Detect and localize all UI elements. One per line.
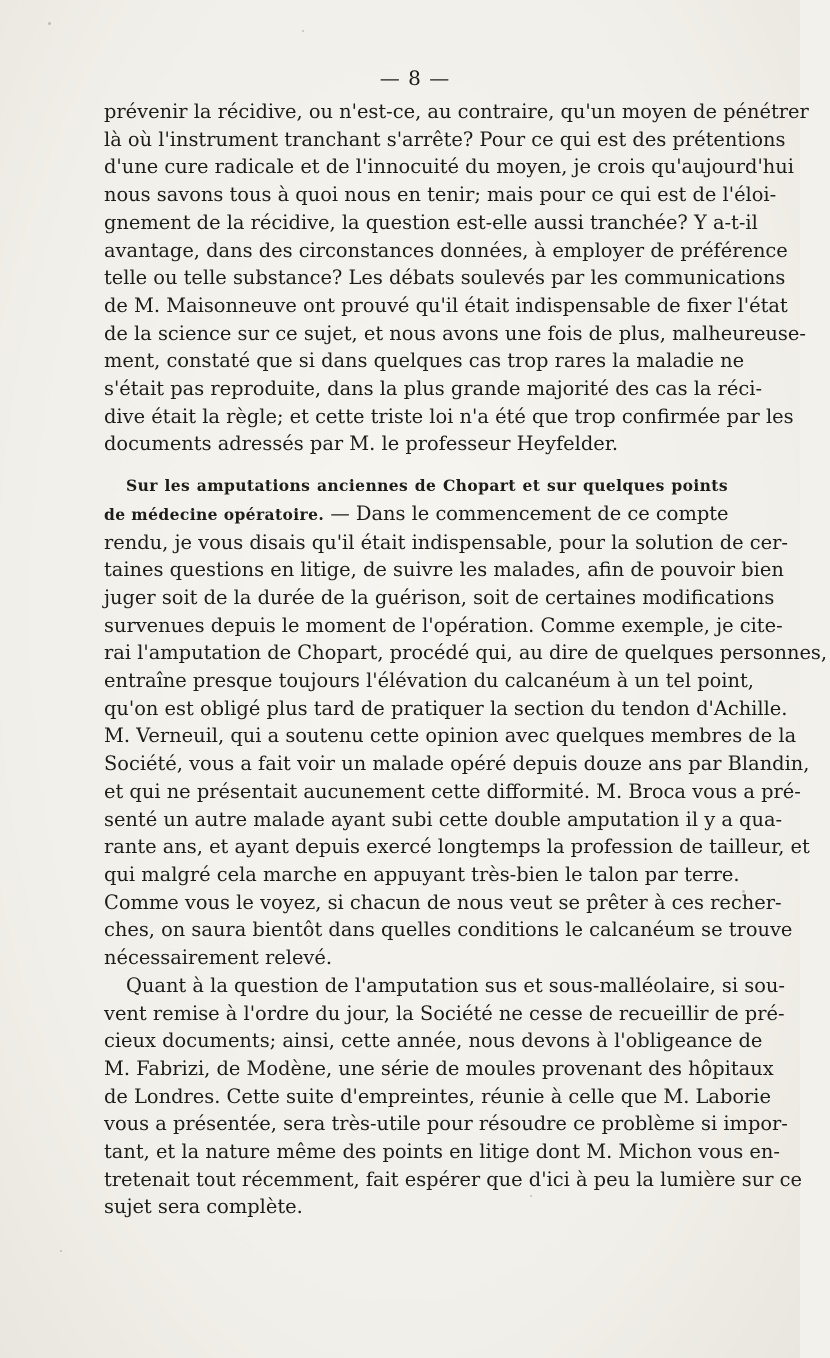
text-line: qui malgré cela marche en appuyant très-bien le talon par terre. <box>104 862 740 886</box>
text-line: nécessairement relevé. <box>104 946 333 970</box>
text-line: de Londres. Cette suite d'empreintes, réunie à celle que M. Laborie <box>104 1084 771 1108</box>
paper-speck <box>48 22 51 25</box>
text-line: survenues depuis le moment de l'opération. Comme exemple, je cite- <box>104 613 783 637</box>
paper-speck <box>530 1195 532 1197</box>
text-line: Quant à la question de l'amputation sus et sous-malléolaire, si sou- <box>126 973 785 997</box>
text-line: Société, vous a fait voir un malade opéré depuis douze ans par Blandin, <box>104 752 810 776</box>
text-line: tretenait tout récemment, fait espérer que d'ici à peu la lumière sur ce <box>104 1167 803 1191</box>
paragraph-1 <box>104 98 809 458</box>
text-line: tant, et la nature même des points en litige dont M. Michon vous en- <box>104 1140 780 1164</box>
text-line: cieux documents; ainsi, cette année, nous devons à l'obligeance de <box>104 1029 763 1053</box>
text-line: avantage, dans des circonstances données, à employer de préférence <box>104 238 788 262</box>
paper-speck <box>742 890 745 893</box>
text-line: vous a présentée, sera très-utile pour résoudre ce problème si impor- <box>104 1112 788 1136</box>
section-heading-continued: de médecine opératoire. <box>104 504 325 524</box>
text-line: Comme vous le voyez, si chacun de nous veut se prêter à ces recher- <box>104 890 782 914</box>
text-line: juger soit de la durée de la guérison, soit de certaines modifications <box>104 585 775 609</box>
text-line: senté un autre malade ayant subi cette double amputation il y a qua- <box>104 807 783 831</box>
text-line: de M. Maisonneuve ont prouvé qu'il était indispensable de fixer l'état <box>104 293 788 317</box>
text-line: ches, on saura bientôt dans quelles conditions le calcanéum se trouve <box>104 918 793 942</box>
text-line: ment, constaté que si dans quelques cas trop rares la maladie ne <box>104 349 745 373</box>
text-line: gnement de la récidive, la question est-elle aussi tranchée? Y a-t-il <box>104 210 758 234</box>
text-line: M. Fabrizi, de Modène, une série de moules provenant des hôpitaux <box>104 1056 774 1080</box>
text-line: qu'on est obligé plus tard de pratiquer la section du tendon d'Achille. <box>104 696 788 720</box>
text-line: rai l'amputation de Chopart, procédé qui, au dire de quelques personnes, <box>104 641 828 665</box>
text-line: rendu, je vous disais qu'il était indispensable, pour la solution de cer- <box>104 530 788 554</box>
paragraph-3 <box>104 972 803 1221</box>
text-line: taines questions en litige, de suivre les malades, afin de pouvoir bien <box>104 558 784 582</box>
text-line: et qui ne présentait aucunement cette difformité. M. Broca vous a pré- <box>104 779 801 803</box>
text-line: vent remise à l'ordre du jour, la Société ne cesse de recueillir de pré- <box>104 1001 785 1025</box>
text-line: entraîne presque toujours l'élévation du calcanéum à un tel point, <box>104 669 754 693</box>
text-run: — Dans le commencement de ce compte <box>330 501 729 525</box>
text-line: telle ou telle substance? Les débats soulevés par les communications <box>104 266 786 290</box>
text-line: prévenir la récidive, ou n'est-ce, au contraire, qu'un moyen de pénétrer <box>104 100 809 123</box>
text-line: nous savons tous à quoi nous en tenir; mais pour ce qui est de l'éloi- <box>104 183 777 207</box>
text-line: dive était la règle; et cette triste loi n'a été que trop confirmée par les <box>104 404 794 428</box>
text-line: là où l'instrument tranchant s'arrête? Pour ce qui est des prétentions <box>104 127 786 151</box>
paper-speck <box>60 1250 62 1252</box>
paper-speck <box>302 30 304 32</box>
text-line: sujet sera complète. <box>104 1195 303 1219</box>
text-line: rante ans, et ayant depuis exercé longtemps la profession de tailleur, et <box>104 835 810 859</box>
text-line: de la science sur ce sujet, et nous avons une fois de plus, malheureuse- <box>104 321 806 345</box>
text-line: s'était pas reproduite, dans la plus grande majorité des cas la réci- <box>104 377 763 401</box>
text-line: M. Verneuil, qui a soutenu cette opinion avec quelques membres de la <box>104 724 797 748</box>
text-line: documents adressés par M. le professeur Heyfelder. <box>104 432 619 456</box>
body-text <box>104 98 828 1221</box>
page-number: — 8 — <box>379 66 451 90</box>
text-line <box>104 500 728 529</box>
paragraph-2 <box>104 472 828 972</box>
section-heading: Sur les amputations anciennes de Chopart et sur quelques points <box>126 476 728 496</box>
text-line: d'une cure radicale et de l'innocuité du moyen, je crois qu'aujourd'hui <box>104 155 794 179</box>
